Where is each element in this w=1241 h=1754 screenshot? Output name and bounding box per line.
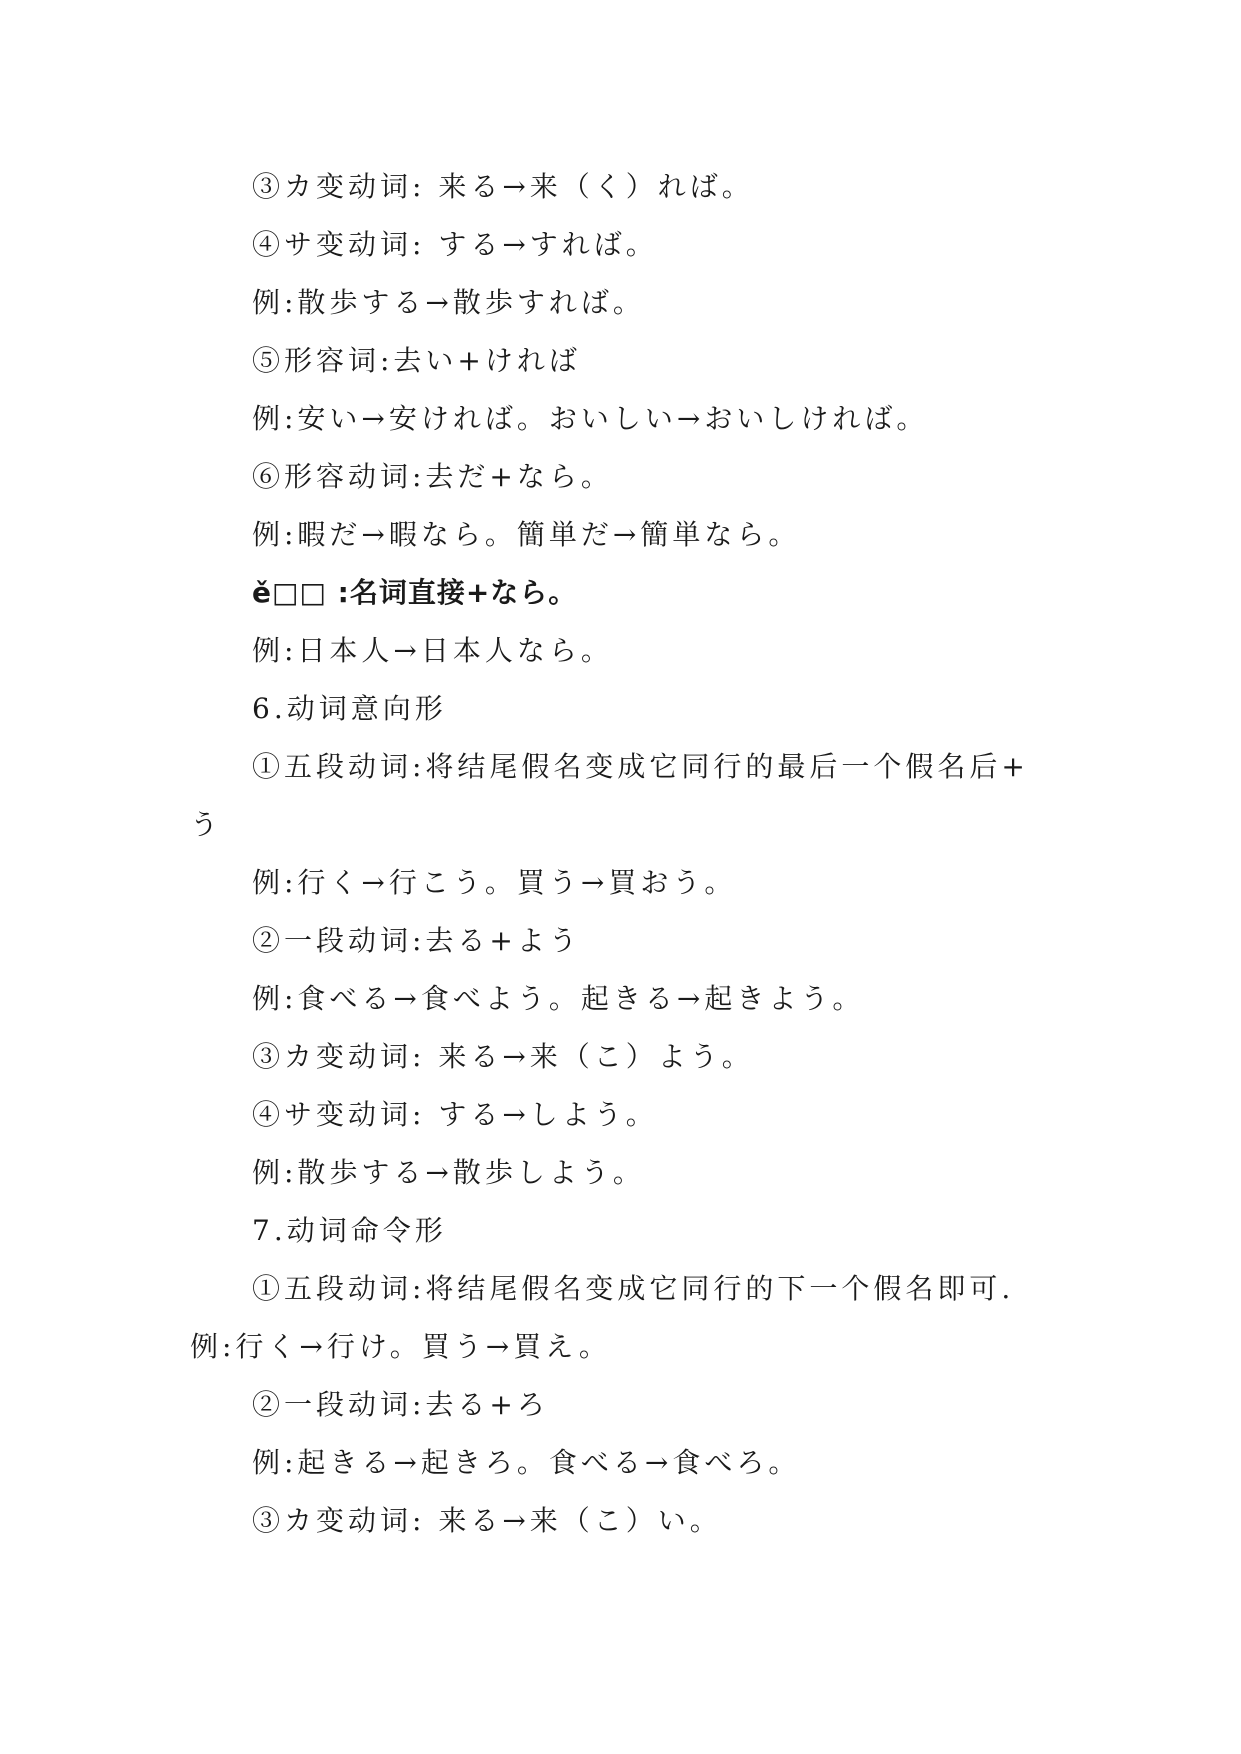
section-heading-imperative: 7.动词命令形 (252, 1214, 447, 1247)
text-line-na-adjective-conditional: ⑥形容动词:去だ+なら。 (252, 460, 613, 493)
text-line-ichidan-imperative: ②一段动词:去る+ろ (252, 1388, 549, 1421)
text-line-sa-volitional: ④サ变动词: する→しよう。 (252, 1098, 658, 1131)
text-line-godan-volitional: ①五段动词:将结尾假名变成它同行的最后一个假名后+ (252, 750, 1029, 783)
text-line-example-ichidan-imperative: 例:起きる→起きろ。食べる→食べろ。 (252, 1446, 801, 1479)
text-line-example-adjective: 例:安い→安ければ。おいしい→おいしければ。 (252, 402, 929, 435)
text-line-example-godan-imperative: 例:行く→行け。買う→買え。 (190, 1330, 611, 1363)
text-line-godan-imperative: ①五段动词:将结尾假名变成它同行的下一个假名即可. (252, 1272, 1015, 1305)
text-line-example-sanpo-volitional: 例:散歩する→散歩しよう。 (252, 1156, 645, 1189)
text-line-noun-conditional: ě□□ :名词直接+なら。 (252, 576, 578, 609)
text-line-example-noun: 例:日本人→日本人なら。 (252, 634, 613, 667)
text-line-ka-imperative: ③カ变动词: 来る→来（こ）い。 (252, 1504, 722, 1537)
text-line-ka-volitional: ③カ变动词: 来る→来（こ）よう。 (252, 1040, 754, 1073)
text-line-ichidan-volitional: ②一段动词:去る+よう (252, 924, 581, 957)
text-line-ka-conditional: ③カ变动词: 来る→来（く）れば。 (252, 170, 754, 203)
text-line-example-ichidan-volitional: 例:食べる→食べよう。起きる→起きよう。 (252, 982, 865, 1015)
text-line-example-na-adjective: 例:暇だ→暇なら。簡単だ→簡単なら。 (252, 518, 801, 551)
text-line-godan-volitional-continued: う (190, 808, 223, 841)
text-line-sa-conditional: ④サ变动词: する→すれば。 (252, 228, 658, 261)
text-line-example-godan-volitional: 例:行く→行こう。買う→買おう。 (252, 866, 737, 899)
text-line-example-sanpo-conditional: 例:散歩する→散歩すれば。 (252, 286, 645, 319)
document-body (190, 158, 1070, 1550)
text-line-adjective-conditional: ⑤形容词:去い+ければ (252, 344, 581, 377)
section-heading-volitional: 6.动词意向形 (252, 692, 447, 725)
